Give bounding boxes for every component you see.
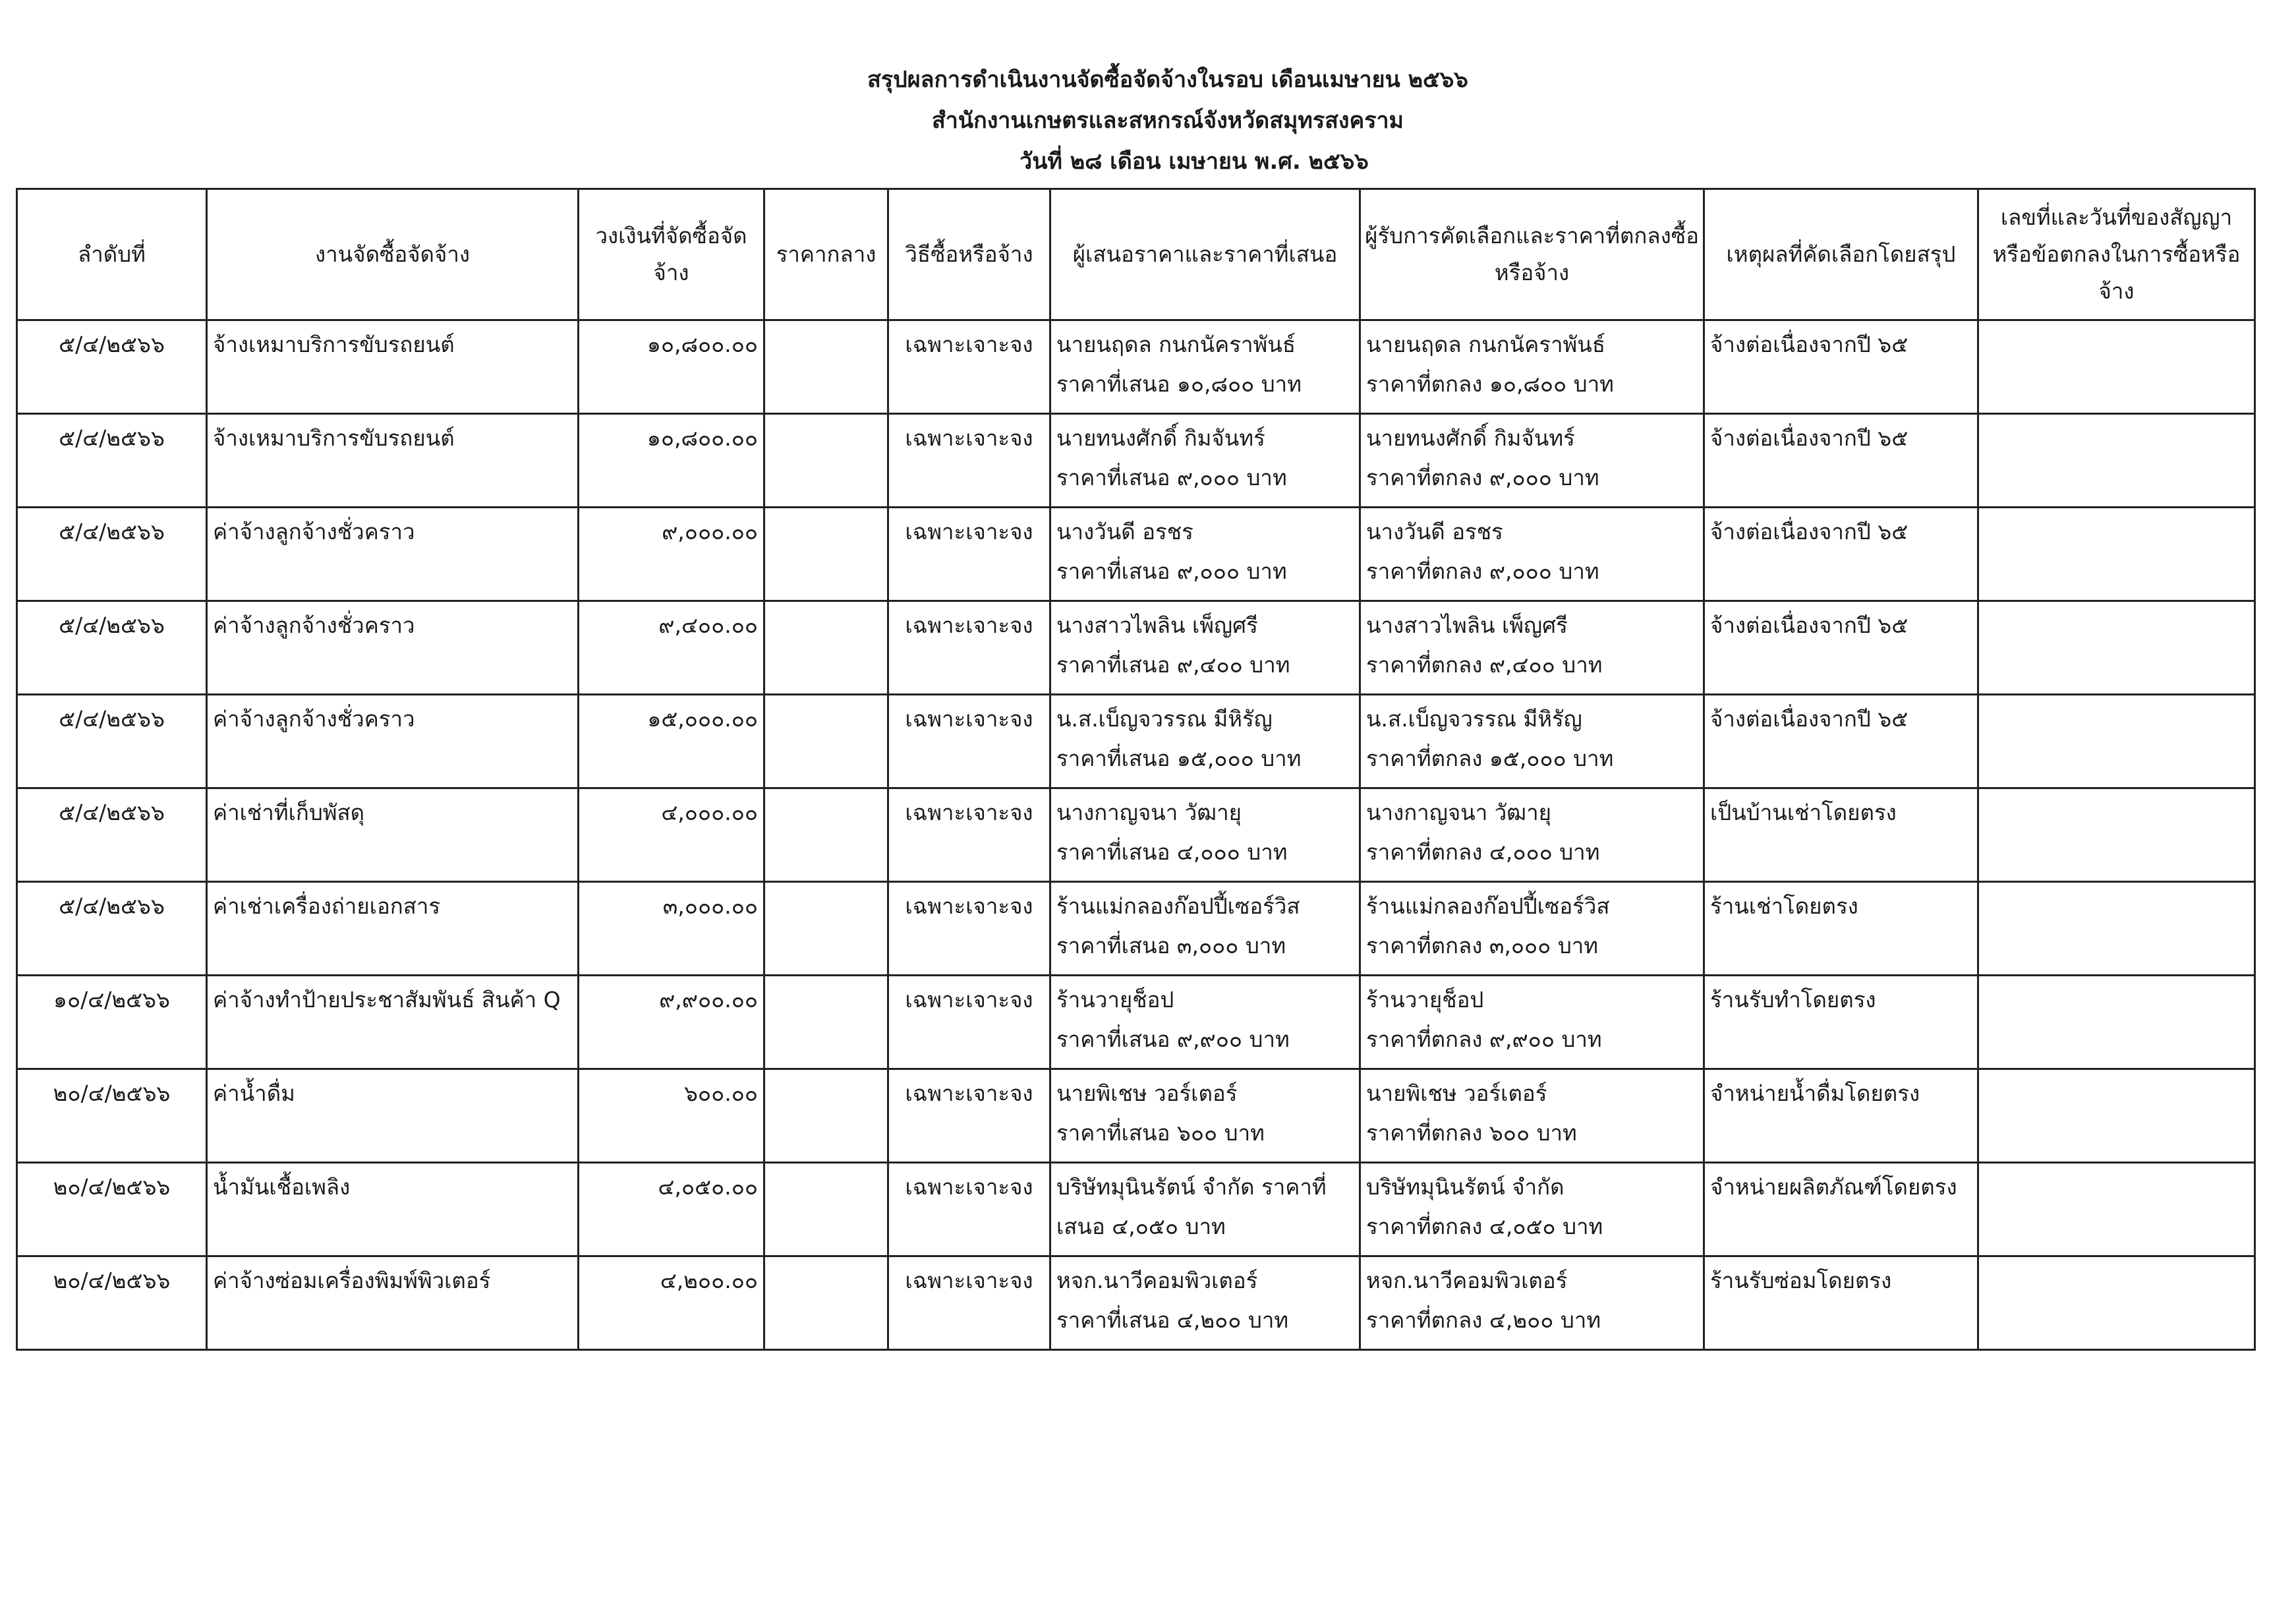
row-method: เฉพาะเจาะจง — [888, 1163, 1050, 1256]
row-bidder — [1050, 508, 1360, 601]
row-reason: จ้างต่อเนื่องจากปี ๖๕ — [1704, 508, 1978, 601]
row-contract — [1978, 976, 2255, 1069]
table-row — [17, 320, 2255, 414]
selected-name: นางสาวไพลิน เพ็ญศรี — [1366, 612, 1568, 638]
selected-price: ราคาที่ตกลง ๑๕,๐๐๐ บาท — [1366, 746, 1614, 771]
bidder-price: ราคาที่เสนอ ๔,๒๐๐ บาท — [1056, 1307, 1289, 1333]
bidder-name: น.ส.เบ็ญจวรรณ มีหิรัญ — [1056, 706, 1273, 732]
header-item: งานจัดซื้อจัดจ้าง — [207, 189, 579, 320]
selected-price: ราคาที่ตกลง ๔,๒๐๐ บาท — [1366, 1307, 1601, 1333]
row-date: ๒๐/๔/๒๕๖๖ — [17, 1069, 207, 1163]
row-selected — [1360, 320, 1704, 414]
table-row — [17, 695, 2255, 788]
row-median-price — [764, 1163, 888, 1256]
row-contract — [1978, 414, 2255, 508]
table-row — [17, 1256, 2255, 1350]
row-budget: ๓,๐๐๐.๐๐ — [579, 882, 764, 976]
row-bidder — [1050, 320, 1360, 414]
row-reason: ร้านรับทำโดยตรง — [1704, 976, 1978, 1069]
row-item: ค่าน้ำดื่ม — [207, 1069, 579, 1163]
row-date: ๒๐/๔/๒๕๖๖ — [17, 1163, 207, 1256]
row-date: ๑๐/๔/๒๕๖๖ — [17, 976, 207, 1069]
row-item: ค่าจ้างทำป้ายประชาสัมพันธ์ สินค้า Q — [207, 976, 579, 1069]
row-selected — [1360, 601, 1704, 695]
row-selected — [1360, 695, 1704, 788]
procurement-table — [16, 188, 2256, 1351]
row-method: เฉพาะเจาะจง — [888, 320, 1050, 414]
selected-name: นายนฤดล กนกนัคราพันธ์ — [1366, 332, 1605, 357]
row-median-price — [764, 695, 888, 788]
bidder-name: บริษัทมุนินรัตน์ จำกัด ราคาที่ — [1056, 1174, 1327, 1200]
row-bidder — [1050, 788, 1360, 882]
table-row — [17, 976, 2255, 1069]
table-row — [17, 414, 2255, 508]
table-row — [17, 1163, 2255, 1256]
selected-name: นายพิเชษ วอร์เตอร์ — [1366, 1080, 1547, 1106]
document-header — [0, 59, 2296, 182]
row-date: ๕/๔/๒๕๖๖ — [17, 695, 207, 788]
row-date: ๕/๔/๒๕๖๖ — [17, 601, 207, 695]
row-median-price — [764, 976, 888, 1069]
table-row — [17, 788, 2255, 882]
bidder-price: ราคาที่เสนอ ๑๕,๐๐๐ บาท — [1056, 746, 1302, 771]
row-method: เฉพาะเจาะจง — [888, 414, 1050, 508]
row-budget: ๑๐,๘๐๐.๐๐ — [579, 414, 764, 508]
row-selected — [1360, 976, 1704, 1069]
row-date: ๕/๔/๒๕๖๖ — [17, 882, 207, 976]
row-contract — [1978, 320, 2255, 414]
row-item: ค่าจ้างลูกจ้างชั่วคราว — [207, 508, 579, 601]
row-bidder — [1050, 1256, 1360, 1350]
row-selected — [1360, 1256, 1704, 1350]
row-method: เฉพาะเจาะจง — [888, 976, 1050, 1069]
bidder-name: นายนฤดล กนกนัคราพันธ์ — [1056, 332, 1296, 357]
row-selected — [1360, 508, 1704, 601]
selected-name: บริษัทมุนินรัตน์ จำกัด — [1366, 1174, 1564, 1200]
document-date: วันที่ ๒๘ เดือน เมษายน พ.ศ. ๒๕๖๖ — [1019, 148, 1369, 175]
table-row — [17, 601, 2255, 695]
row-contract — [1978, 1163, 2255, 1256]
row-bidder — [1050, 976, 1360, 1069]
row-budget: ๑๕,๐๐๐.๐๐ — [579, 695, 764, 788]
row-date: ๒๐/๔/๒๕๖๖ — [17, 1256, 207, 1350]
row-median-price — [764, 601, 888, 695]
row-median-price — [764, 320, 888, 414]
row-reason: จ้างต่อเนื่องจากปี ๖๕ — [1704, 695, 1978, 788]
bidder-price: ราคาที่เสนอ ๖๐๐ บาท — [1056, 1120, 1265, 1146]
selected-price: ราคาที่ตกลง ๔,๐๕๐ บาท — [1366, 1214, 1603, 1239]
header-bidder: ผู้เสนอราคาและราคาที่เสนอ — [1050, 189, 1360, 320]
row-selected — [1360, 414, 1704, 508]
row-budget: ๔,๒๐๐.๐๐ — [579, 1256, 764, 1350]
row-reason: จ้างต่อเนื่องจากปี ๖๕ — [1704, 601, 1978, 695]
row-method: เฉพาะเจาะจง — [888, 788, 1050, 882]
bidder-name: หจก.นาวีคอมพิวเตอร์ — [1056, 1268, 1258, 1293]
row-method: เฉพาะเจาะจง — [888, 601, 1050, 695]
row-bidder — [1050, 414, 1360, 508]
row-date: ๕/๔/๒๕๖๖ — [17, 508, 207, 601]
header-no: ลำดับที่ — [17, 189, 207, 320]
row-budget: ๔,๐๕๐.๐๐ — [579, 1163, 764, 1256]
row-budget: ๙,๐๐๐.๐๐ — [579, 508, 764, 601]
bidder-price: ราคาที่เสนอ ๑๐,๘๐๐ บาท — [1056, 371, 1302, 397]
bidder-price: ราคาที่เสนอ ๙,๙๐๐ บาท — [1056, 1026, 1290, 1052]
bidder-name: นางกาญจนา วัฒายุ — [1056, 800, 1242, 825]
bidder-name: นายพิเชษ วอร์เตอร์ — [1056, 1080, 1238, 1106]
row-contract — [1978, 695, 2255, 788]
row-contract — [1978, 788, 2255, 882]
row-bidder — [1050, 1069, 1360, 1163]
selected-name: ร้านวายุช็อป — [1366, 987, 1484, 1013]
row-budget: ๖๐๐.๐๐ — [579, 1069, 764, 1163]
table-row — [17, 1069, 2255, 1163]
header-method: วิธีซื้อหรือจ้าง — [888, 189, 1050, 320]
row-method: เฉพาะเจาะจง — [888, 1069, 1050, 1163]
selected-price: ราคาที่ตกลง ๙,๐๐๐ บาท — [1366, 558, 1599, 584]
row-method: เฉพาะเจาะจง — [888, 1256, 1050, 1350]
row-reason: จำหน่ายน้ำดื่มโดยตรง — [1704, 1069, 1978, 1163]
row-method: เฉพาะเจาะจง — [888, 882, 1050, 976]
bidder-price: ราคาที่เสนอ ๓,๐๐๐ บาท — [1056, 933, 1286, 958]
row-reason: จ้างต่อเนื่องจากปี ๖๕ — [1704, 414, 1978, 508]
selected-price: ราคาที่ตกลง ๑๐,๘๐๐ บาท — [1366, 371, 1614, 397]
row-bidder — [1050, 695, 1360, 788]
table-row — [17, 508, 2255, 601]
row-contract — [1978, 1069, 2255, 1163]
table-header-row — [17, 189, 2255, 320]
row-selected — [1360, 788, 1704, 882]
selected-name: น.ส.เบ็ญจวรรณ มีหิรัญ — [1366, 706, 1582, 732]
bidder-price: ราคาที่เสนอ ๙,๔๐๐ บาท — [1056, 652, 1290, 678]
header-median-price: ราคากลาง — [764, 189, 888, 320]
row-median-price — [764, 882, 888, 976]
row-reason: จำหน่ายผลิตภัณฑ์โดยตรง — [1704, 1163, 1978, 1256]
row-median-price — [764, 414, 888, 508]
selected-price: ราคาที่ตกลง ๔,๐๐๐ บาท — [1366, 839, 1600, 865]
selected-name: หจก.นาวีคอมพิวเตอร์ — [1366, 1268, 1568, 1293]
bidder-price: เสนอ ๔,๐๕๐ บาท — [1056, 1214, 1226, 1239]
row-reason: ร้านรับซ่อมโดยตรง — [1704, 1256, 1978, 1350]
row-contract — [1978, 601, 2255, 695]
row-median-price — [764, 508, 888, 601]
row-bidder — [1050, 601, 1360, 695]
selected-price: ราคาที่ตกลง ๓,๐๐๐ บาท — [1366, 933, 1599, 958]
selected-price: ราคาที่ตกลง ๙,๔๐๐ บาท — [1366, 652, 1603, 678]
row-selected — [1360, 882, 1704, 976]
header-reason: เหตุผลที่คัดเลือกโดยสรุป — [1704, 189, 1978, 320]
row-median-price — [764, 788, 888, 882]
row-budget: ๑๐,๘๐๐.๐๐ — [579, 320, 764, 414]
row-date: ๕/๔/๒๕๖๖ — [17, 320, 207, 414]
row-date: ๕/๔/๒๕๖๖ — [17, 788, 207, 882]
row-item: จ้างเหมาบริการขับรถยนต์ — [207, 320, 579, 414]
bidder-name: นายทนงศักดิ์ กิมจันทร์ — [1056, 425, 1265, 451]
bidder-price: ราคาที่เสนอ ๙,๐๐๐ บาท — [1056, 465, 1287, 490]
bidder-name: ร้านวายุช็อป — [1056, 987, 1174, 1013]
row-method: เฉพาะเจาะจง — [888, 508, 1050, 601]
bidder-price: ราคาที่เสนอ ๙,๐๐๐ บาท — [1056, 558, 1287, 584]
bidder-price: ราคาที่เสนอ ๔,๐๐๐ บาท — [1056, 839, 1288, 865]
header-budget: วงเงินที่จัดซื้อจัดจ้าง — [579, 189, 764, 320]
row-reason: เป็นบ้านเช่าโดยตรง — [1704, 788, 1978, 882]
header-selected: ผู้รับการคัดเลือกและราคาที่ตกลงซื้อหรือจ้าง — [1360, 189, 1704, 320]
row-contract — [1978, 508, 2255, 601]
row-item: ค่าจ้างลูกจ้างชั่วคราว — [207, 601, 579, 695]
row-median-price — [764, 1256, 888, 1350]
bidder-name: ร้านแม่กลองก๊อปปี้เซอร์วิส — [1056, 893, 1300, 919]
header-contract: เลขที่และวันที่ของสัญญาหรือข้อตกลงในการซื้อหรือจ้าง — [1978, 189, 2255, 320]
selected-name: นางวันดี อรชร — [1366, 519, 1503, 545]
selected-price: ราคาที่ตกลง ๙,๐๐๐ บาท — [1366, 465, 1599, 490]
row-selected — [1360, 1163, 1704, 1256]
selected-name: ร้านแม่กลองก๊อปปี้เซอร์วิส — [1366, 893, 1610, 919]
row-method: เฉพาะเจาะจง — [888, 695, 1050, 788]
selected-name: นางกาญจนา วัฒายุ — [1366, 800, 1551, 825]
bidder-name: นางวันดี อรชร — [1056, 519, 1193, 545]
row-item: ค่าจ้างลูกจ้างชั่วคราว — [207, 695, 579, 788]
row-reason: จ้างต่อเนื่องจากปี ๖๕ — [1704, 320, 1978, 414]
row-budget: ๙,๔๐๐.๐๐ — [579, 601, 764, 695]
row-reason: ร้านเช่าโดยตรง — [1704, 882, 1978, 976]
row-bidder — [1050, 1163, 1360, 1256]
row-contract — [1978, 1256, 2255, 1350]
row-item: ค่าเช่าเครื่องถ่ายเอกสาร — [207, 882, 579, 976]
document-title: สรุปผลการดำเนินงานจัดซื้อจัดจ้างในรอบ เดือนเมษายน ๒๕๖๖ — [867, 67, 1468, 93]
agency-name: สำนักงานเกษตรและสหกรณ์จังหวัดสมุทรสงคราม — [932, 107, 1404, 134]
row-budget: ๙,๙๐๐.๐๐ — [579, 976, 764, 1069]
row-date: ๕/๔/๒๕๖๖ — [17, 414, 207, 508]
row-selected — [1360, 1069, 1704, 1163]
row-median-price — [764, 1069, 888, 1163]
row-contract — [1978, 882, 2255, 976]
selected-name: นายทนงศักดิ์ กิมจันทร์ — [1366, 425, 1575, 451]
selected-price: ราคาที่ตกลง ๙,๙๐๐ บาท — [1366, 1026, 1602, 1052]
row-bidder — [1050, 882, 1360, 976]
row-budget: ๔,๐๐๐.๐๐ — [579, 788, 764, 882]
table-row — [17, 882, 2255, 976]
row-item: ค่าเช่าที่เก็บพัสดุ — [207, 788, 579, 882]
row-item: ค่าจ้างซ่อมเครื่องพิมพ์พิวเตอร์ — [207, 1256, 579, 1350]
row-item: จ้างเหมาบริการขับรถยนต์ — [207, 414, 579, 508]
bidder-name: นางสาวไพลิน เพ็ญศรี — [1056, 612, 1258, 638]
selected-price: ราคาที่ตกลง ๖๐๐ บาท — [1366, 1120, 1577, 1146]
row-item: น้ำมันเชื้อเพลิง — [207, 1163, 579, 1256]
